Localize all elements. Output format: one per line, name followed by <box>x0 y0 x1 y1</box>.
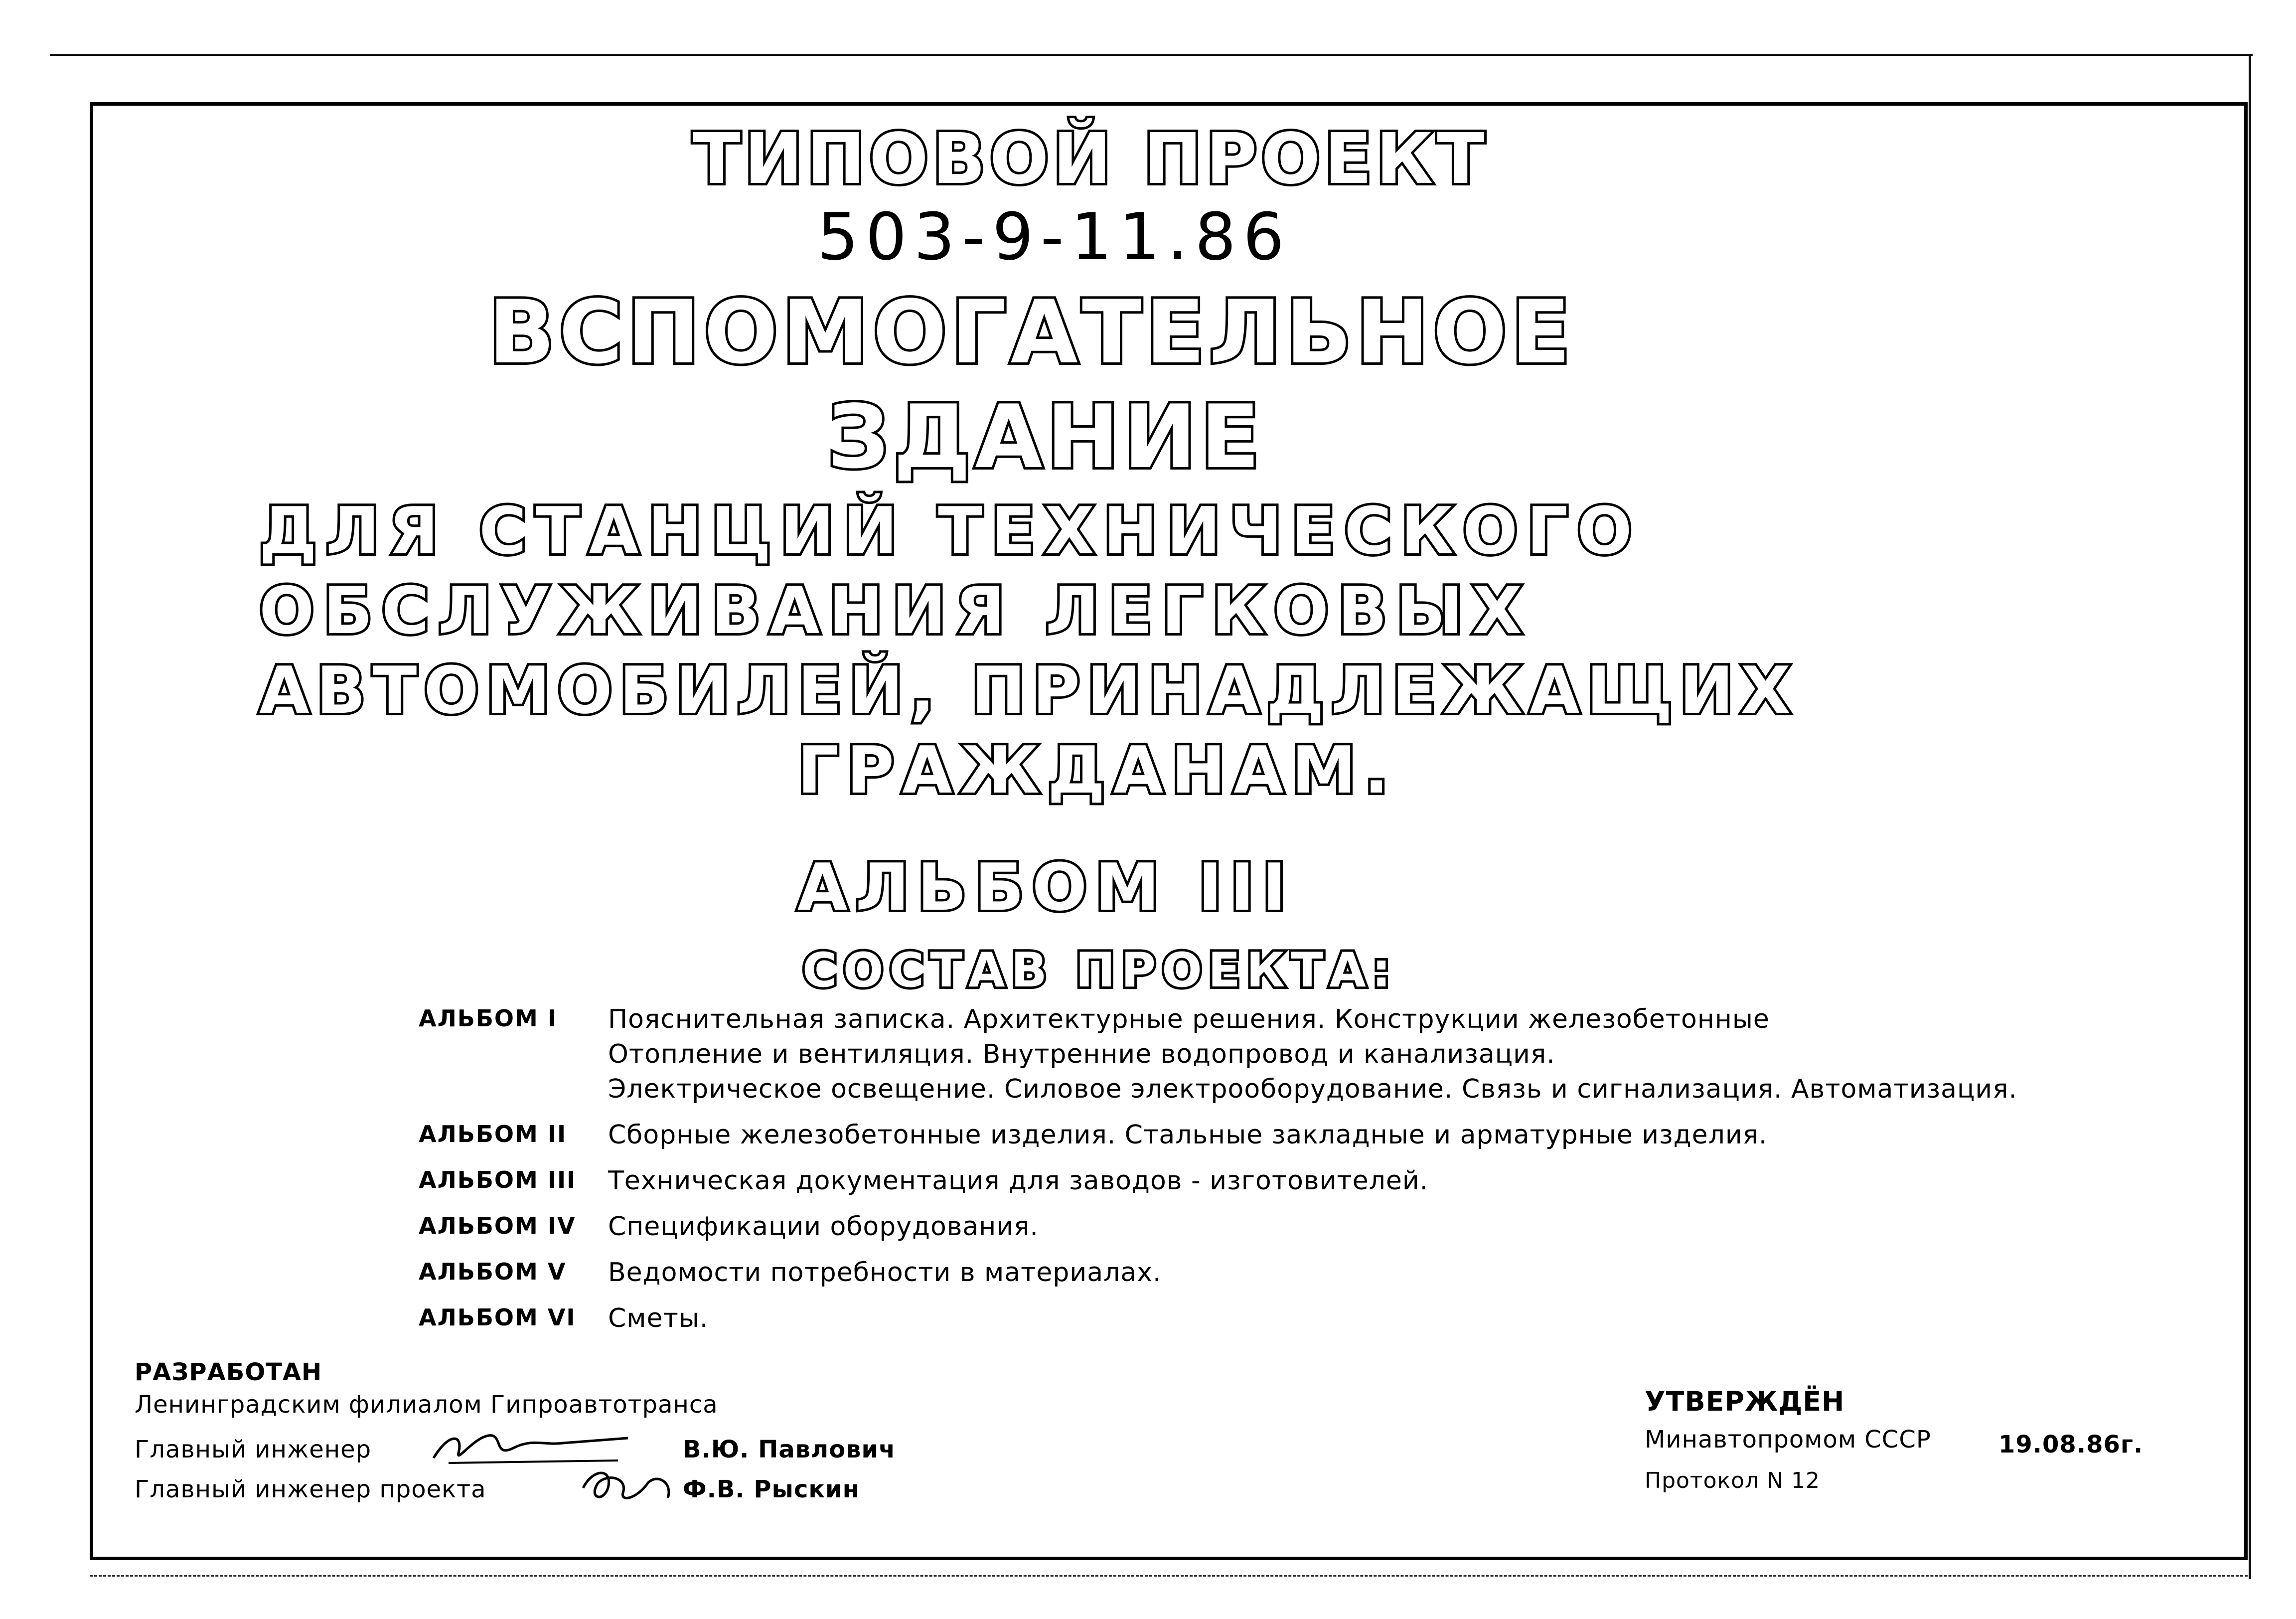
volume-label: АЛЬБОМ V <box>419 1258 567 1285</box>
composition-heading: СОСТАВ ПРОЕКТА: <box>802 943 1397 998</box>
album-heading: АЛЬБОМ III <box>797 849 1295 925</box>
approval-date: 19.08.86г. <box>1998 1431 2143 1458</box>
building-title-line2: ЗДАНИЕ <box>827 387 1264 488</box>
volume-line: Сметы. <box>608 1303 709 1333</box>
volume-description <box>608 1301 708 1336</box>
volume-label: АЛЬБОМ III <box>419 1166 577 1193</box>
volume-item <box>419 1118 2163 1152</box>
approved-label: УТВЕРЖДЁН <box>1645 1386 1845 1417</box>
protocol-number: Протокол N 12 <box>1645 1468 1820 1493</box>
volume-line: Отопление и вентиляция. Внутренние водопровод и канализация. <box>608 1039 1555 1069</box>
volume-line: Электрическое освещение. Силовое электрооборудование. Связь и сигнализация. Автоматизация. <box>608 1074 2018 1104</box>
bottom-cut-line <box>90 1575 2248 1577</box>
volume-label: АЛЬБОМ IV <box>419 1212 576 1239</box>
chief-engineer-signature <box>429 1423 638 1468</box>
volume-line: Спецификации оборудования. <box>608 1212 1039 1242</box>
volume-description <box>608 1002 2017 1107</box>
volume-label: АЛЬБОМ I <box>419 1005 557 1032</box>
approving-ministry: Минавтопромом СССР <box>1645 1426 1931 1454</box>
right-rule <box>2249 54 2251 1579</box>
chief-engineer-name: В.Ю. Павлович <box>683 1436 896 1463</box>
project-engineer-signature <box>578 1463 678 1508</box>
volume-item <box>419 1301 2163 1336</box>
building-title-line1: ВСПОМОГАТЕЛЬНОЕ <box>488 282 1575 383</box>
purpose-line2: ОБСЛУЖИВАНИЯ ЛЕГКОВЫХ <box>259 573 1531 648</box>
volume-label: АЛЬБОМ II <box>419 1121 567 1147</box>
purpose-line4: ГРАЖДАНАМ. <box>797 732 1397 808</box>
developed-by-label: РАЗРАБОТАН <box>135 1358 322 1386</box>
purpose-line3: АВТОМОБИЛЕЙ, ПРИНАДЛЕЖАЩИХ <box>259 652 1798 728</box>
developer-organization: Ленинградским филиалом Гипроавтотранса <box>135 1391 718 1419</box>
volume-description <box>608 1163 1428 1198</box>
volume-description <box>608 1118 1767 1152</box>
volume-description <box>608 1209 1039 1244</box>
volume-line: Техническая документация для заводов - изготовителей. <box>608 1166 1429 1196</box>
volume-description <box>608 1255 1162 1290</box>
chief-engineer-label: Главный инженер <box>135 1436 372 1463</box>
purpose-line1: ДЛЯ СТАНЦИЙ ТЕХНИЧЕСКОГО <box>259 493 1641 569</box>
volume-list <box>419 1002 2163 1347</box>
volume-line: Ведомости потребности в материалах. <box>608 1258 1162 1288</box>
project-engineer-label: Главный инженер проекта <box>135 1475 486 1503</box>
project-engineer-name: Ф.В. Рыскин <box>683 1475 860 1503</box>
volume-item <box>419 1209 2163 1244</box>
volume-item <box>419 1002 2163 1107</box>
project-type-heading: ТИПОВОЙ ПРОЕКТ <box>693 119 1489 200</box>
top-rule <box>50 54 2253 56</box>
volume-label: АЛЬБОМ VI <box>419 1304 576 1331</box>
project-number: 503-9-11.86 <box>817 199 1291 275</box>
volume-item <box>419 1255 2163 1290</box>
volume-item <box>419 1163 2163 1198</box>
volume-line: Пояснительная записка. Архитектурные решения. Конструкции железобетонные <box>608 1004 1770 1034</box>
volume-line: Сборные железобетонные изделия. Стальные закладные и арматурные изделия. <box>608 1120 1768 1150</box>
